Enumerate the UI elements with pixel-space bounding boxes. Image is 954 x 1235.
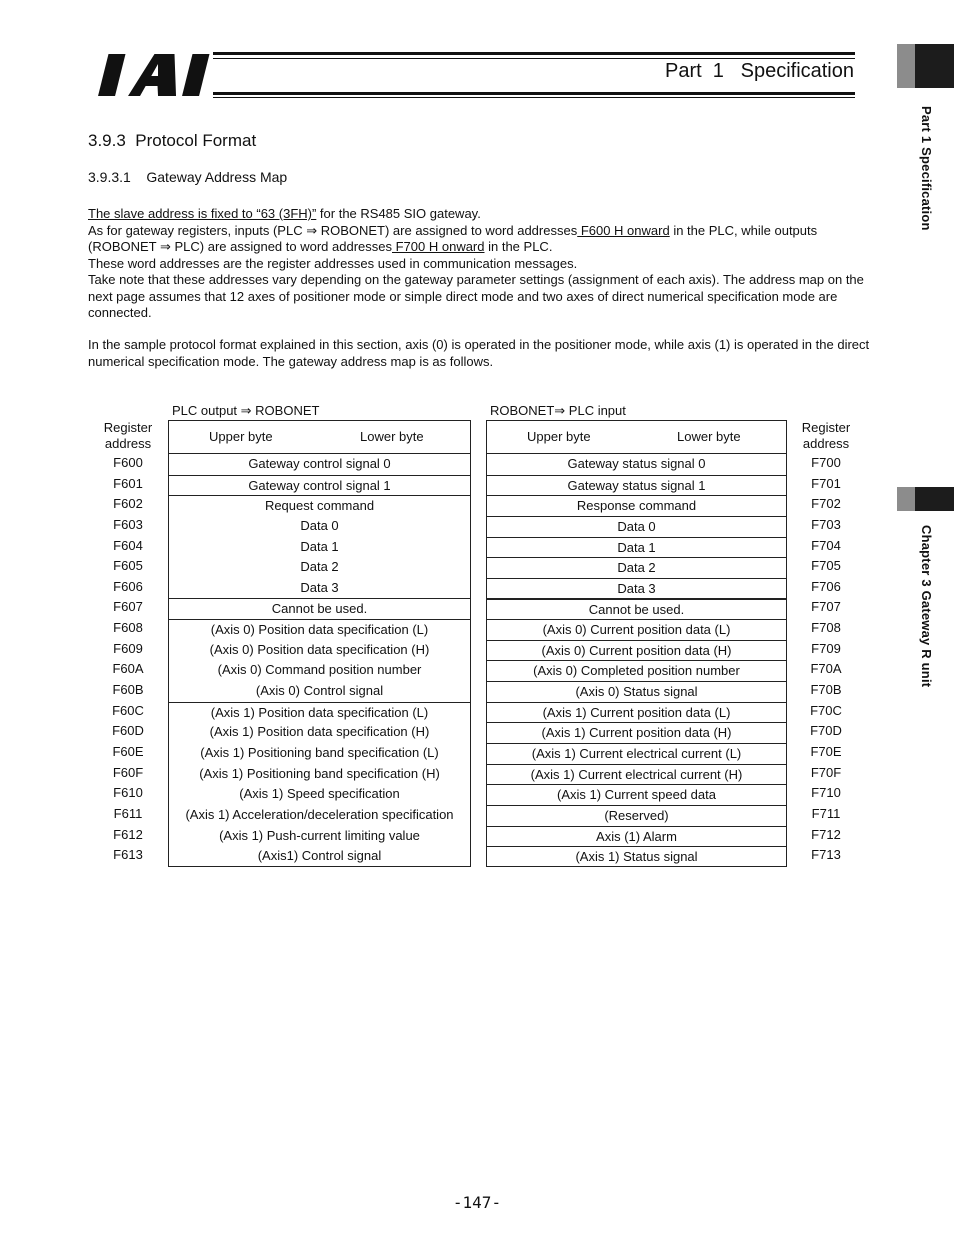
register-address: F613 <box>113 847 143 863</box>
register-address: F60D <box>112 723 144 739</box>
register-address: F606 <box>113 578 143 594</box>
register-address: F70A <box>810 661 842 677</box>
table-row: Request command <box>169 495 470 516</box>
table-row: (Axis 1) Status signal <box>487 846 786 867</box>
table-row: Data 1 <box>300 538 339 554</box>
table-row: Gateway status signal 0 <box>567 456 706 471</box>
table-row: (Axis 1) Positioning band specification (L) <box>200 744 439 760</box>
table-row: Cannot be used. <box>487 598 786 619</box>
register-address: F713 <box>811 847 841 863</box>
register-address: F70C <box>810 702 842 718</box>
register-address: F709 <box>811 640 841 656</box>
table-row: (Axis 0) Completed position number <box>487 660 786 681</box>
right-register-header: Register address <box>801 420 851 451</box>
table-row: (Axis 1) Current electrical current (H) <box>487 764 786 785</box>
left-register-header: Register address <box>103 420 153 451</box>
register-address: F609 <box>113 640 143 656</box>
table-row: (Axis 1) Current electrical current (L) <box>487 743 786 764</box>
register-address: F601 <box>113 475 143 491</box>
table-row: (Axis1) Control signal <box>257 848 382 864</box>
table-row: (Axis 1) Current position data (L) <box>487 702 786 723</box>
page-header-title: Part 1 Specification <box>665 60 854 82</box>
register-address: F611 <box>113 805 143 821</box>
table-row: (Axis 0) Command position number <box>217 662 422 678</box>
register-address: F70F <box>810 764 842 780</box>
table-row: (Axis 1) Position data specification (L) <box>169 702 470 723</box>
table-row: (Axis 1) Push-current limiting value <box>219 827 420 843</box>
table-row: Axis (1) Alarm <box>487 826 786 847</box>
register-address: F610 <box>113 785 143 801</box>
page-number: -147- <box>452 1193 502 1212</box>
sample-paragraph: In the sample protocol format explained in this section, axis (0) is operated in the positioner mode, while axis (1) is operated in the direct numerical specification mode. The gateway address map is as follows. <box>88 337 870 369</box>
register-address: F705 <box>811 558 841 574</box>
table-row: Data 2 <box>300 559 339 575</box>
table-row: Data 2 <box>487 557 786 578</box>
table-row: (Axis 0) Status signal <box>487 681 786 702</box>
side-label-chapter: Chapter 3 Gateway R unit <box>919 525 934 688</box>
table-header: Upper byte Lower byte <box>169 421 470 454</box>
table-row: (Axis 1) Current position data (H) <box>487 722 786 743</box>
side-tab-marker <box>897 44 915 88</box>
table-row: Gateway control signal 0 <box>248 456 391 471</box>
register-address: F60C <box>112 702 144 718</box>
side-tab-marker-2 <box>897 487 915 511</box>
table-row: Response command <box>487 495 786 516</box>
intro-paragraph: The slave address is fixed to “63 (3FH)” for the RS485 SIO gateway. As for gateway registers, inputs (PLC ⇒ ROBONET) are assigned to word addresses F600 H onward in the PLC, while outputs (ROBONET ⇒ PLC) are assigned to word addresses F700 H onward in the PLC. These word addresses are the register addresses used in communication messages. Take note that these addresses vary depending on the gateway parameter settings (assignment of each axis). The address map on the next page assumes that 12 axes of positioner mode or simple direct mode and two axes of direct numerical specification mode are connected. <box>88 206 864 320</box>
output-address-range: F700 H onward <box>392 239 485 254</box>
table-row: (Reserved) <box>487 805 786 826</box>
plc-input-rows <box>487 454 786 867</box>
register-address: F704 <box>811 537 841 553</box>
table-row: (Axis 1) Acceleration/deceleration specification <box>185 806 454 822</box>
table-row: (Axis 0) Position data specification (H) <box>209 641 430 657</box>
register-address: F701 <box>811 475 841 491</box>
table-row: (Axis 1) Speed specification <box>239 786 400 802</box>
register-address: F604 <box>113 537 143 553</box>
table-row: (Axis 0) Control signal <box>255 683 384 699</box>
register-address: F700 <box>811 455 841 470</box>
table-row: (Axis 1) Current speed data <box>487 784 786 805</box>
register-address: F702 <box>811 496 841 512</box>
left-table-caption: PLC output ⇒ ROBONET <box>172 403 320 418</box>
register-address: F70D <box>810 723 842 739</box>
table-row: Data 0 <box>300 517 339 533</box>
register-address: F607 <box>113 599 143 615</box>
table-row: Gateway status signal 1 <box>487 475 786 496</box>
table-row: (Axis 0) Current position data (H) <box>487 640 786 661</box>
register-address: F708 <box>811 620 841 636</box>
plc-output-table <box>168 420 471 867</box>
side-tab-marker-dark <box>915 44 954 88</box>
table-header: Upper byte Lower byte <box>487 421 786 454</box>
table-row: Cannot be used. <box>169 598 470 619</box>
table-row: Data 0 <box>487 516 786 537</box>
slave-address-note: The slave address is fixed to “63 (3FH)” <box>88 206 317 221</box>
register-address: F710 <box>811 785 841 801</box>
register-address: F60B <box>112 682 144 698</box>
input-address-range: F600 H onward <box>577 222 670 238</box>
register-address: F70E <box>810 743 842 759</box>
register-address: F70B <box>810 682 842 698</box>
plc-input-table <box>486 420 787 867</box>
register-address: F60E <box>112 743 144 759</box>
right-register-column <box>791 453 861 866</box>
left-register-column <box>93 453 163 866</box>
table-row: Data 3 <box>300 579 339 595</box>
plc-output-rows <box>169 454 470 867</box>
register-address: F712 <box>811 826 841 842</box>
register-address: F60A <box>112 661 144 677</box>
right-table-caption: ROBONET⇒ PLC input <box>490 403 626 418</box>
register-address: F602 <box>113 496 143 512</box>
subsection-heading: 3.9.3.1 Gateway Address Map <box>88 169 288 185</box>
register-address: F600 <box>113 455 143 470</box>
side-label-part: Part 1 Specification <box>919 106 934 231</box>
register-address: F612 <box>113 826 143 842</box>
side-tab-marker-2-dark <box>915 487 954 511</box>
register-address: F608 <box>113 620 143 636</box>
table-row: Data 1 <box>487 537 786 558</box>
section-heading: 3.9.3 Protocol Format <box>88 131 257 150</box>
register-address: F703 <box>811 516 841 532</box>
table-row: Gateway control signal 1 <box>169 475 470 496</box>
register-address: F706 <box>811 578 841 594</box>
register-address: F605 <box>113 558 143 574</box>
table-row: (Axis 1) Position data specification (H) <box>209 724 430 740</box>
table-row: (Axis 0) Position data specification (L) <box>169 619 470 640</box>
register-address: F707 <box>811 599 841 615</box>
iai-logo <box>95 52 215 98</box>
table-row: Data 3 <box>487 578 786 599</box>
register-address: F711 <box>811 805 841 821</box>
table-row: (Axis 0) Current position data (L) <box>487 619 786 640</box>
register-address: F60F <box>112 764 144 780</box>
table-row: (Axis 1) Positioning band specification (H) <box>199 765 440 781</box>
register-address: F603 <box>113 516 143 532</box>
